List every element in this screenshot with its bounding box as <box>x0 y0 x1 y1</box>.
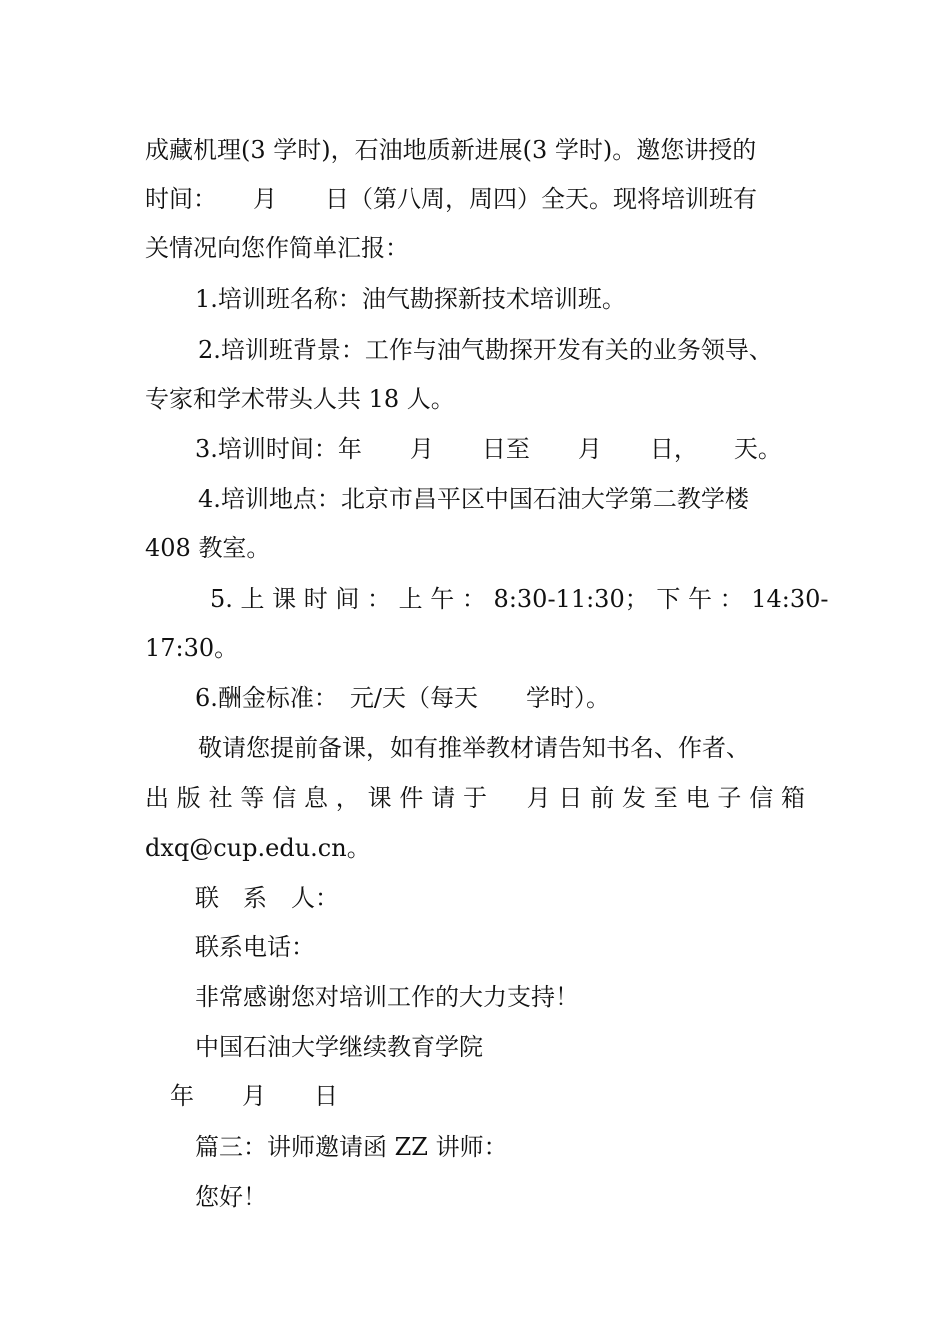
contact-phone-label: 联系电话： <box>195 933 315 961</box>
signature-organization: 中国石油大学继续教育学院 <box>195 1033 483 1061</box>
text-line: 成藏机理(3 学时)，石油地质新进展(3 学时)。邀您讲授的 <box>145 136 757 164</box>
text-line: 408 教室。 <box>145 534 271 562</box>
numbered-item: 4.培训地点：北京市昌平区中国石油大学第二教学楼 <box>198 485 749 513</box>
text-line: 关情况向您作简单汇报： <box>145 234 409 262</box>
signature-date: 年 月 日 <box>170 1082 338 1110</box>
section-heading: 篇三：讲师邀请函 ZZ 讲师： <box>195 1133 508 1161</box>
greeting: 您好！ <box>195 1183 267 1211</box>
paragraph-line: 出 版 社 等 信 息 ， 课 件 请 于 月 日 前 发 至 电 子 信 箱 <box>145 784 805 812</box>
text-line: 17:30。 <box>145 634 239 662</box>
numbered-item: 5. 上 课 时 间 ： 上 午 ： 8:30-11:30； 下 午 ： 14:30- <box>210 585 829 613</box>
numbered-item: 6.酬金标准： 元/天（每天 学时）。 <box>195 684 610 712</box>
numbered-item: 3.培训时间：年 月 日至 月 日， 天。 <box>195 435 782 463</box>
numbered-item: 2.培训班背景：工作与油气勘探开发有关的业务领导、 <box>198 336 773 364</box>
email-text: dxq@cup.edu.cn。 <box>145 834 371 862</box>
text-line: 专家和学术带头人共 18 人。 <box>145 385 455 413</box>
numbered-item: 1.培训班名称：油气勘探新技术培训班。 <box>195 285 626 313</box>
paragraph-line: 敬请您提前备课，如有推举教材请告知书名、作者、 <box>198 734 750 762</box>
closing-thanks: 非常感谢您对培训工作的大力支持！ <box>195 983 579 1011</box>
text-line: 时间： 月 日（第八周，周四）全天。现将培训班有 <box>145 185 757 213</box>
contact-person-label: 联 系 人： <box>195 884 339 912</box>
